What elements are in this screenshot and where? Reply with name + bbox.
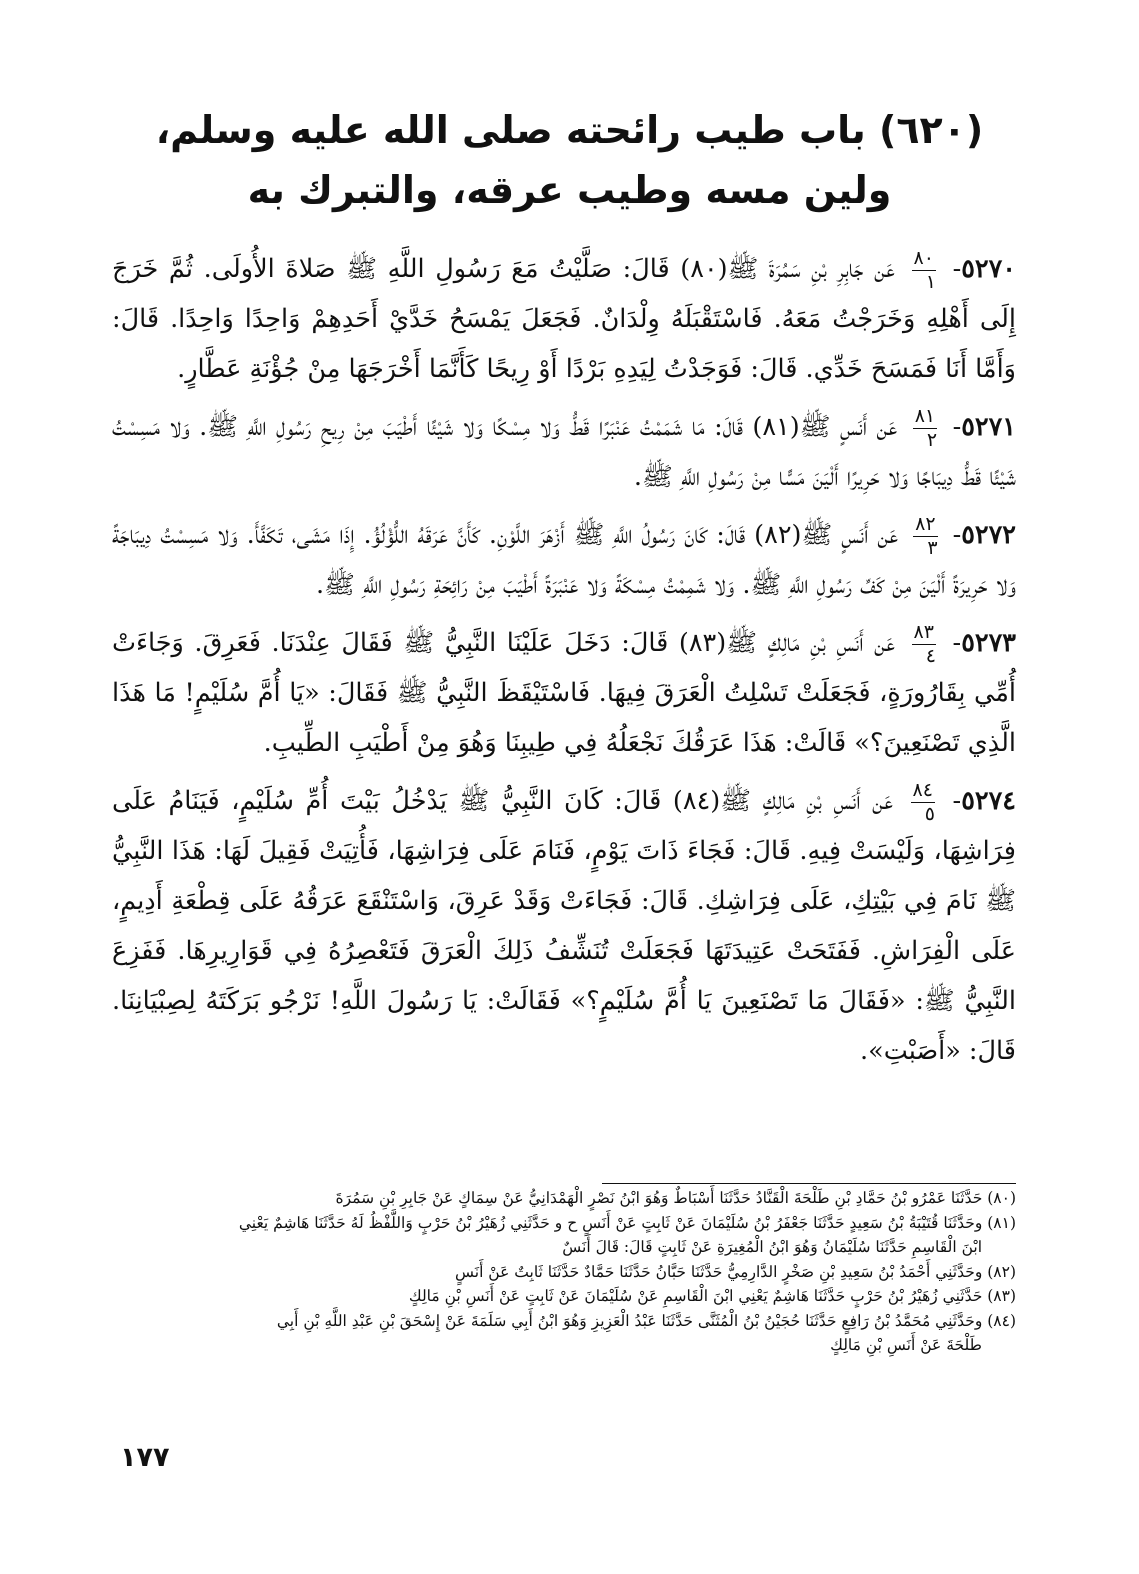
fraction-numerator: ٨٠ — [913, 246, 934, 269]
hadith-text: عَن أَنَسِ بْنِ مَالِكٍ ﷺ(٨٣) قَالَ: دَخَلَ عَلَيْنَا النَّبِيُّ ﷺ فَقَالَ عِنْدَنَا. فَعَرِقَ. وَجَاءَتْ أُمِّي بِقَارُورَةٍ، فَجَعَلَتْ تَسْلِتُ الْعَرَقَ فِيهَا. فَاسْتَيْقَظَ النَّبِيُّ ﷺ فَقَالَ: «يَا أُمَّ سُلَيْمٍ! مَا هَذَا الَّذِي تَصْنَعِينَ؟» قَالَتْ: هَذَا عَرَقُكَ نَجْعَلُهُ فِي طِيبِنَا وَهُوَ مِنْ أَطْيَبِ الطِّيبِ. — [112, 628, 1016, 758]
hadith-paragraph: ٥٢٧١- $\frac{٨١}{٢}$ عَن أَنَسٍ ﷺ(٨١) قَالَ: مَا شَمَمْتُ عَنْبَرًا قَطُّ وَلا مِسْكًا وَلا شَيْئًا أَطْيَبَ مِنْ رِيحِ رَسُولِ اللَّهِ ﷺ. وَلا مَسِسْتُ شَيْئًا قَطُّ دِيبَاجًا وَلا حَرِيرًا أَلْيَنَ مَسًّا مِنْ رَسُولِ اللَّهِ ﷺ. — [112, 404, 1016, 492]
fraction-denominator: ١ — [925, 270, 936, 293]
hadith-number: ٥٢٧٤ — [961, 786, 1016, 816]
hadith-number: ٥٢٧٠ — [961, 254, 1016, 284]
hadith-number: ٥٢٧١ — [961, 412, 1016, 442]
footnote: (٨٢) وحَدَّثَنِي أَحْمَدُ بْنُ سَعِيدِ بْنِ صَخْرٍ الدَّارِمِيُّ حَدَّثَنَا حَبَّانُ حَدَّثَنَا حَمَّادٌ حَدَّثَنَا ثَابِتٌ عَنْ أَنَسٍ — [455, 1262, 1016, 1281]
fraction-denominator: ٤ — [925, 644, 936, 667]
footnote: (٨٠) حَدَّثَنَا عَمْرُو بْنُ حَمَّادِ بْنِ طَلْحَةَ الْقَنَّادُ حَدَّثَنَا أَسْبَاطٌ وَهُوَ ابْنُ نَصْرٍ الْهَمْدَانِيُّ عَنْ سِمَاكٍ عَنْ جَابِرِ بْنِ سَمُرَةَ — [335, 1189, 1016, 1207]
chapter-title — [120, 100, 1019, 220]
hadith-text: عَن أَنَسٍ ﷺ(٨١) قَالَ: مَا شَمَمْتُ عَنْبَرًا قَطُّ وَلا مِسْكًا وَلا شَيْئًا أَطْيَبَ مِنْ رِيحِ رَسُولِ اللَّهِ ﷺ. وَلا مَسِسْتُ شَيْئًا قَطُّ دِيبَاجًا وَلا حَرِيرًا أَلْيَنَ مَسًّا مِنْ رَسُولِ اللَّهِ ﷺ. — [112, 412, 1016, 492]
hadith-text: عَن أَنَسٍ ﷺ(٨٢) قَالَ: كَانَ رَسُولُ اللَّهِ ﷺ أَزْهَرَ اللَّوْنِ. كَأَنَّ عَرَقَهُ اللُّؤْلُؤُ. إِذَا مَشَى، تَكَفَّأَ. وَلا مَسِسْتُ دِيبَاجَةً وَلا حَرِيرَةً أَلْيَنَ مِنْ كَفِّ رَسُولِ اللَّهِ ﷺ. وَلا شَمِمْتُ مِسْكَةً وَلا عَنْبَرَةً أَطْيَبَ مِنْ رَائِحَةِ رَسُولِ اللَّهِ ﷺ. — [112, 520, 1016, 600]
page-number: ١٧٧ — [120, 1442, 170, 1473]
fraction-denominator: ٥ — [924, 802, 935, 825]
fraction-denominator: ٣ — [927, 536, 938, 559]
footnote-divider — [602, 1183, 1016, 1184]
hadith-paragraph: ٥٢٧٢- $\frac{٨٢}{٣}$ عَن أَنَسٍ ﷺ(٨٢) قَالَ: كَانَ رَسُولُ اللَّهِ ﷺ أَزْهَرَ اللَّوْنِ. كَأَنَّ عَرَقَهُ اللُّؤْلُؤُ. إِذَا مَشَى، تَكَفَّأَ. وَلا مَسِسْتُ دِيبَاجَةً وَلا حَرِيرَةً أَلْيَنَ مِنْ كَفِّ رَسُولِ اللَّهِ ﷺ. وَلا شَمِمْتُ مِسْكَةً وَلا عَنْبَرَةً أَطْيَبَ مِنْ رَائِحَةِ رَسُولِ اللَّهِ ﷺ. — [112, 512, 1016, 600]
hadith-fraction — [911, 778, 935, 825]
hadith-text: عَن جَابِرِ بْنِ سَمُرَةَ ﷺ(٨٠) قَالَ: صَلَّيْتُ مَعَ رَسُولِ اللَّهِ ﷺ صَلاةَ الأُولَى. ثُمَّ خَرَجَ إِلَى أَهْلِهِ وَخَرَجْتُ مَعَهُ. فَاسْتَقْبَلَهُ وِلْدَانٌ. فَجَعَلَ يَمْسَحُ خَدَّيْ أَحَدِهِمْ وَاحِدًا وَاحِدًا. قَالَ: وَأَمَّا أَنَا فَمَسَحَ خَدِّي. قَالَ: فَوَجَدْتُ لِيَدِهِ بَرْدًا أَوْ رِيحًا كَأَنَّمَا أَخْرَجَهَا مِنْ جُؤْنَةِ عَطَّارٍ. — [112, 254, 1016, 384]
hadith-paragraph: ٥٢٧٠- $\frac{٨٠}{١}$ عَن جَابِرِ بْنِ سَمُرَةَ ﷺ(٨٠) قَالَ: صَلَّيْتُ مَعَ رَسُولِ اللَّهِ ﷺ صَلاةَ الأُولَى. ثُمَّ خَرَجَ إِلَى أَهْلِهِ وَخَرَجْتُ مَعَهُ. فَاسْتَقْبَلَهُ وِلْدَانٌ. فَجَعَلَ يَمْسَحُ خَدَّيْ أَحَدِهِمْ وَاحِدًا وَاحِدًا. قَالَ: وَأَمَّا أَنَا فَمَسَحَ خَدِّي. قَالَ: فَوَجَدْتُ لِيَدِهِ بَرْدًا أَوْ رِيحًا كَأَنَّمَا أَخْرَجَهَا مِنْ جُؤْنَةِ عَطَّارٍ. — [112, 246, 1016, 384]
fraction-denominator: ٢ — [926, 428, 938, 451]
fraction-numerator: ٨١ — [914, 404, 936, 427]
hadith-fraction — [913, 404, 938, 451]
footnote-continuation: ابْنَ الْقَاسِمِ حَدَّثَنَا سُلَيْمَانُ وَهُوَ ابْنُ الْمُغِيرَةِ عَنْ ثَابِتٍ قَالَ: قَالَ أَنَسٌ — [562, 1238, 982, 1256]
hadith-list — [112, 244, 1016, 1084]
hadith-fraction — [913, 512, 938, 559]
hadith-number: ٥٢٧٢ — [961, 520, 1016, 550]
hadith-text: عَن أَنَسِ بْنِ مَالِكٍ ﷺ(٨٤) قَالَ: كَانَ النَّبِيُّ ﷺ يَدْخُلُ بَيْتَ أُمِّ سُلَيْمٍ، فَيَنَامُ عَلَى فِرَاشِهَا، وَلَيْسَتْ فِيهِ. قَالَ: فَجَاءَ ذَاتَ يَوْمٍ، فَنَامَ عَلَى فِرَاشِهَا، فَأُتِيَتْ فَقِيلَ لَهَا: هَذَا النَّبِيُّ ﷺ نَامَ فِي بَيْتِكِ، عَلَى فِرَاشِكِ. قَالَ: فَجَاءَتْ وَقَدْ عَرِقَ، وَاسْتَنْقَعَ عَرَقُهُ عَلَى قِطْعَةِ أَدِيمٍ، عَلَى الْفِرَاشِ. فَفَتَحَتْ عَتِيدَتَهَا فَجَعَلَتْ تُنَشِّفُ ذَلِكَ الْعَرَقَ فَتَعْصِرُهُ فِي قَوَارِيرِهَا. فَفَزِعَ النَّبِيُّ ﷺ: «فَقَالَ مَا تَصْنَعِينَ يَا أُمَّ سُلَيْمٍ؟» فَقَالَتْ: يَا رَسُولَ اللَّهِ! نَرْجُو بَرَكَتَهُ لِصِبْيَانِنَا. قَالَ: «أَصَبْتِ». — [112, 786, 1016, 1066]
footnote: (٨٤) وحَدَّثَنِي مُحَمَّدُ بْنُ رَافِعٍ حَدَّثَنَا حُجَيْنُ بْنُ الْمُثَنَّى حَدَّثَنَا عَبْدُ الْعَزِيزِ وَهُوَ ابْنُ أَبِي سَلَمَةَ عَنْ إِسْحَقَ بْنِ عَبْدِ اللَّهِ بْنِ أَبِي — [276, 1311, 1016, 1330]
chapter-title-line-2: ولين مسه وطيب عرقه، والتبرك به — [247, 168, 892, 212]
footnote: (٨٣) حَدَّثَنِي زُهَيْرُ بْنُ حَرْبٍ حَدَّثَنَا هَاشِمٌ يَعْنِي ابْنَ الْقَاسِمِ عَنْ سُلَيْمَانَ عَنْ ثَابِتٍ عَنْ أَنَسِ بْنِ مَالِكٍ — [408, 1287, 1016, 1305]
footnote-continuation: طَلْحَةَ عَنْ أَنَسِ بْنِ مَالِكٍ — [830, 1336, 982, 1354]
hadith-fraction — [912, 246, 936, 293]
fraction-numerator: ٨٣ — [913, 620, 934, 643]
hadith-paragraph: ٥٢٧٣- $\frac{٨٣}{٤}$ عَن أَنَسِ بْنِ مَالِكٍ ﷺ(٨٣) قَالَ: دَخَلَ عَلَيْنَا النَّبِيُّ ﷺ فَقَالَ عِنْدَنَا. فَعَرِقَ. وَجَاءَتْ أُمِّي بِقَارُورَةٍ، فَجَعَلَتْ تَسْلِتُ الْعَرَقَ فِيهَا. فَاسْتَيْقَظَ النَّبِيُّ ﷺ فَقَالَ: «يَا أُمَّ سُلَيْمٍ! مَا هَذَا الَّذِي تَصْنَعِينَ؟» قَالَتْ: هَذَا عَرَقُكَ نَجْعَلُهُ فِي طِيبِنَا وَهُوَ مِنْ أَطْيَبِ الطِّيبِ. — [112, 620, 1016, 758]
footnotes — [112, 1186, 1016, 1358]
hadith-number: ٥٢٧٣ — [961, 628, 1016, 658]
footnote: (٨١) وحَدَّثَنَا قُتَيْبَةُ بْنُ سَعِيدٍ حَدَّثَنَا جَعْفَرُ بْنُ سُلَيْمَانَ عَنْ ثَابِتٍ عَنْ أَنَسٍ ح و حَدَّثَنِي زُهَيْرُ بْنُ حَرْبٍ وَاللَّفْظُ لَهُ حَدَّثَنَا هَاشِمٌ يَعْنِي — [238, 1213, 1016, 1232]
hadith-fraction — [912, 620, 936, 667]
hadith-paragraph: ٥٢٧٤- $\frac{٨٤}{٥}$ عَن أَنَسِ بْنِ مَالِكٍ ﷺ(٨٤) قَالَ: كَانَ النَّبِيُّ ﷺ يَدْخُلُ بَيْتَ أُمِّ سُلَيْمٍ، فَيَنَامُ عَلَى فِرَاشِهَا، وَلَيْسَتْ فِيهِ. قَالَ: فَجَاءَ ذَاتَ يَوْمٍ، فَنَامَ عَلَى فِرَاشِهَا، فَأُتِيَتْ فَقِيلَ لَهَا: هَذَا النَّبِيُّ ﷺ نَامَ فِي بَيْتِكِ، عَلَى فِرَاشِكِ. قَالَ: فَجَاءَتْ وَقَدْ عَرِقَ، وَاسْتَنْقَعَ عَرَقُهُ عَلَى قِطْعَةِ أَدِيمٍ، عَلَى الْفِرَاشِ. فَفَتَحَتْ عَتِيدَتَهَا فَجَعَلَتْ تُنَشِّفُ ذَلِكَ الْعَرَقَ فَتَعْصِرُهُ فِي قَوَارِيرِهَا. فَفَزِعَ النَّبِيُّ ﷺ: «فَقَالَ مَا تَصْنَعِينَ يَا أُمَّ سُلَيْمٍ؟» فَقَالَتْ: يَا رَسُولَ اللَّهِ! نَرْجُو بَرَكَتَهُ لِصِبْيَانِنَا. قَالَ: «أَصَبْتِ». — [112, 778, 1016, 1066]
fraction-numerator: ٨٤ — [912, 778, 933, 801]
fraction-numerator: ٨٢ — [915, 512, 936, 535]
chapter-title-line-1: (٦٢٠) باب طيب رائحته صلى الله عليه وسلم، — [155, 108, 984, 152]
